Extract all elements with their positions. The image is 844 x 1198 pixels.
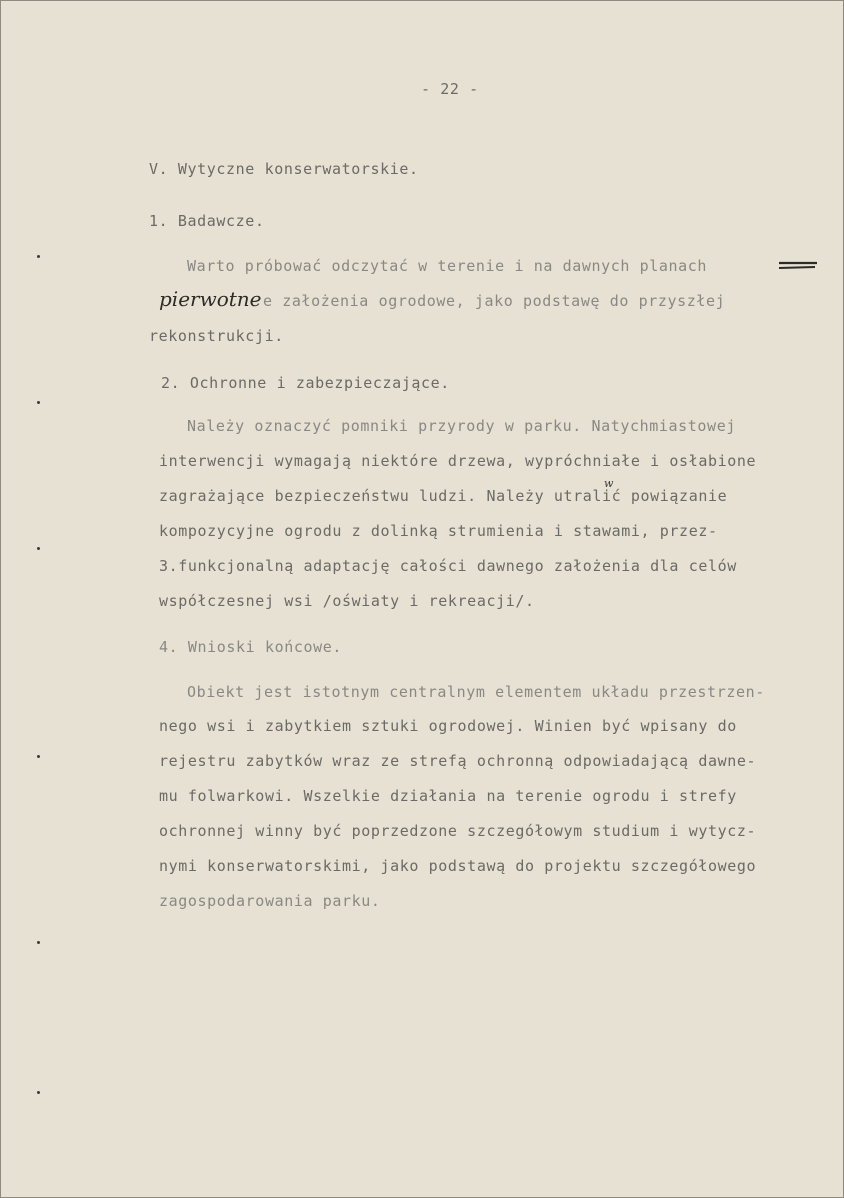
section-heading: V. Wytyczne konserwatorskie. [149, 160, 419, 178]
page-number: - 22 - [421, 80, 479, 98]
item2-line-6: współczesnej wsi /oświaty i rekreacji/. [159, 592, 535, 610]
scan-speck [37, 941, 40, 944]
scan-speck [37, 547, 40, 550]
item2-line-3: zagrażające bezpieczeństwu ludzi. Należy utralić powiązanie [159, 487, 728, 505]
item2-heading: 2. Ochronne i zabezpieczające. [161, 374, 450, 392]
item4-line-2: nego wsi i zabytkiem sztuki ogrodowej. Winien być wpisany do [159, 717, 737, 735]
item4-heading: 4. Wnioski końcowe. [159, 638, 342, 656]
item1-heading: 1. Badawcze. [149, 212, 265, 230]
item4-line-4: mu folwarkowi. Wszelkie działania na terenie ogrodu i strefy [159, 787, 737, 805]
item1-line-3: rekonstrukcji. [149, 327, 284, 345]
item4-line-1: Obiekt jest istotnym centralnym elementem układu przestrzen- [187, 683, 765, 701]
handwritten-insertion: pierwotne [159, 287, 262, 311]
item4-line-6: nymi konserwatorskimi, jako podstawą do projektu szczegółowego [159, 857, 757, 875]
strikethrough-mark [777, 256, 819, 274]
scan-speck [37, 1091, 40, 1094]
item2-line-4: kompozycyjne ogrodu z dolinką strumienia i stawami, przez- [159, 522, 718, 540]
scan-speck [37, 401, 40, 404]
item4-line-3: rejestru zabytków wraz ze strefą ochronną odpowiadającą dawne- [159, 752, 757, 770]
scan-speck [37, 755, 40, 758]
item4-line-7: zagospodarowania parku. [159, 892, 381, 910]
item1-line-1: Warto próbować odczytać w terenie i na dawnych planach [187, 257, 708, 275]
item2-line-1: Należy oznaczyć pomniki przyrody w parku. Natychmiastowej [187, 417, 736, 435]
item4-line-5: ochronnej winny być poprzedzone szczegółowym studium i wytycz- [159, 822, 757, 840]
item2-line-2: interwencji wymagają niektóre drzewa, wypróchniałe i osłabione [159, 452, 757, 470]
item1-line-2: e założenia ogrodowe, jako podstawę do przyszłej [263, 292, 726, 310]
scan-speck [37, 255, 40, 258]
handwritten-correction: w [604, 477, 614, 490]
item2-line-5: 3.funkcjonalną adaptację całości dawnego założenia dla celów [159, 557, 737, 575]
